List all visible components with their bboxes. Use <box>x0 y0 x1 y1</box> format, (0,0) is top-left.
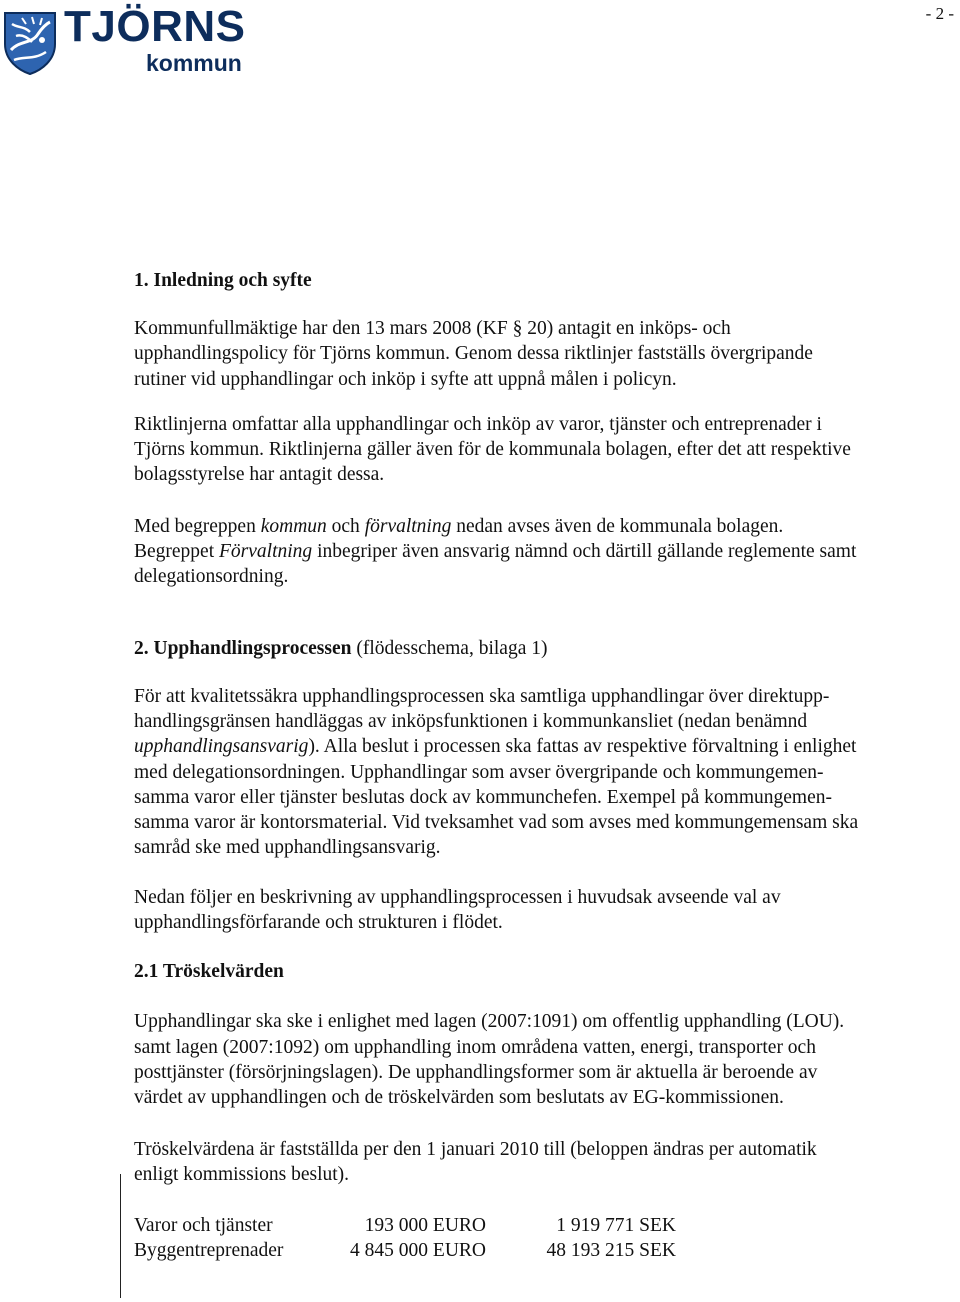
section-2-heading: 2. Upphandlingsprocessen (flödesschema, bilaga 1) <box>134 637 548 659</box>
threshold-category: Byggentreprenader <box>134 1240 284 1262</box>
table-row <box>134 1238 676 1263</box>
term-forvaltning: förvaltning <box>364 515 452 537</box>
section-2-1-heading: 2.1 Tröskelvärden <box>134 961 284 983</box>
document-body <box>134 270 956 1264</box>
threshold-sek: 1 919 771 SEK <box>556 1215 676 1237</box>
section-1-paragraph-3: Med begreppen kommun och förvaltning nedan avses även de kommunala bolagen. Begreppet Förvaltning inbegriper även ansvarig nämnd och därtill gällande reglemente samt delegationsordning. <box>134 515 857 588</box>
threshold-table <box>134 1213 676 1264</box>
logo-subtitle: kommun <box>146 50 242 76</box>
municipality-logo <box>2 2 252 78</box>
threshold-euro: 4 845 000 EURO <box>350 1240 486 1262</box>
section-2-paragraph-1: För att kvalitetssäkra upphandlingsprocessen ska samtliga upphandlingar över direktupp- handlingsgränsen handläggas av inköpsfunktionen i kommunkansliet (nedan benämnd upphandlingsansvarig). Alla beslut i processen ska fattas av respektive förvaltning i enlighet med delegationsordningen. Upphandlingar som avser övergripande och kommungemen- samma varor eller tjänster beslutas dock av kommunchefen. Exempel på kommungemen- samma varor är kontorsmaterial. Vid tveksamhet vad som avses med kommungemensam ska samråd ske med upphandlingsansvarig. <box>134 685 859 859</box>
section-1-paragraph-2: Riktlinjerna omfattar alla upphandlingar och inköp av varor, tjänster och entreprenader i Tjörns kommun. Riktlinjerna gäller även för de kommunala bolagen, efter det att respektive bolagsstyrelse har antagit dessa. <box>134 413 851 486</box>
section-2-1-paragraph-2: Tröskelvärdena är fastställda per den 1 januari 2010 till (beloppen ändras per automatik enligt kommissions beslut). <box>134 1138 817 1185</box>
section-1-paragraph-1: Kommunfullmäktige har den 13 mars 2008 (KF § 20) antagit en inköps- och upphandlingspolicy för Tjörns kommun. Genom dessa riktlinjer fastställs övergripande rutiner vid upphandlingar och inköp i syfte att uppnå målen i policyn. <box>134 318 813 390</box>
term-forvaltning-capital: Förvaltning <box>219 541 313 563</box>
change-bar <box>120 1174 121 1298</box>
section-2-1-paragraph-1: Upphandlingar ska ske i enlighet med lagen (2007:1091) om offentlig upphandling (LOU). samt lagen (2007:1092) om upphandling inom områdena vatten, energi, transporter och posttjänster (försörjningslagen). De upphandlingsformer som är aktuella är beroende av värdet av upphandlingen och de tröskelvärden som beslutats av EG-kommissionen. <box>134 1011 845 1109</box>
threshold-euro: 193 000 EURO <box>364 1215 486 1237</box>
logo-name: TJÖRNS <box>64 2 246 51</box>
threshold-category: Varor och tjänster <box>134 1215 273 1237</box>
section-2-paragraph-2: Nedan följer en beskrivning av upphandlingsprocessen i huvudsak avseende val av upphandlingsförfarande och strukturen i flödet. <box>134 886 781 934</box>
table-row <box>134 1213 676 1238</box>
section-1-heading: 1. Inledning och syfte <box>134 270 312 291</box>
term-upphandlingsansvarig: upphandlingsansvarig <box>134 736 309 758</box>
term-kommun: kommun <box>260 515 327 537</box>
threshold-sek: 48 193 215 SEK <box>546 1240 676 1262</box>
coat-of-arms-icon <box>2 10 58 76</box>
page-number: - 2 - <box>925 4 954 23</box>
